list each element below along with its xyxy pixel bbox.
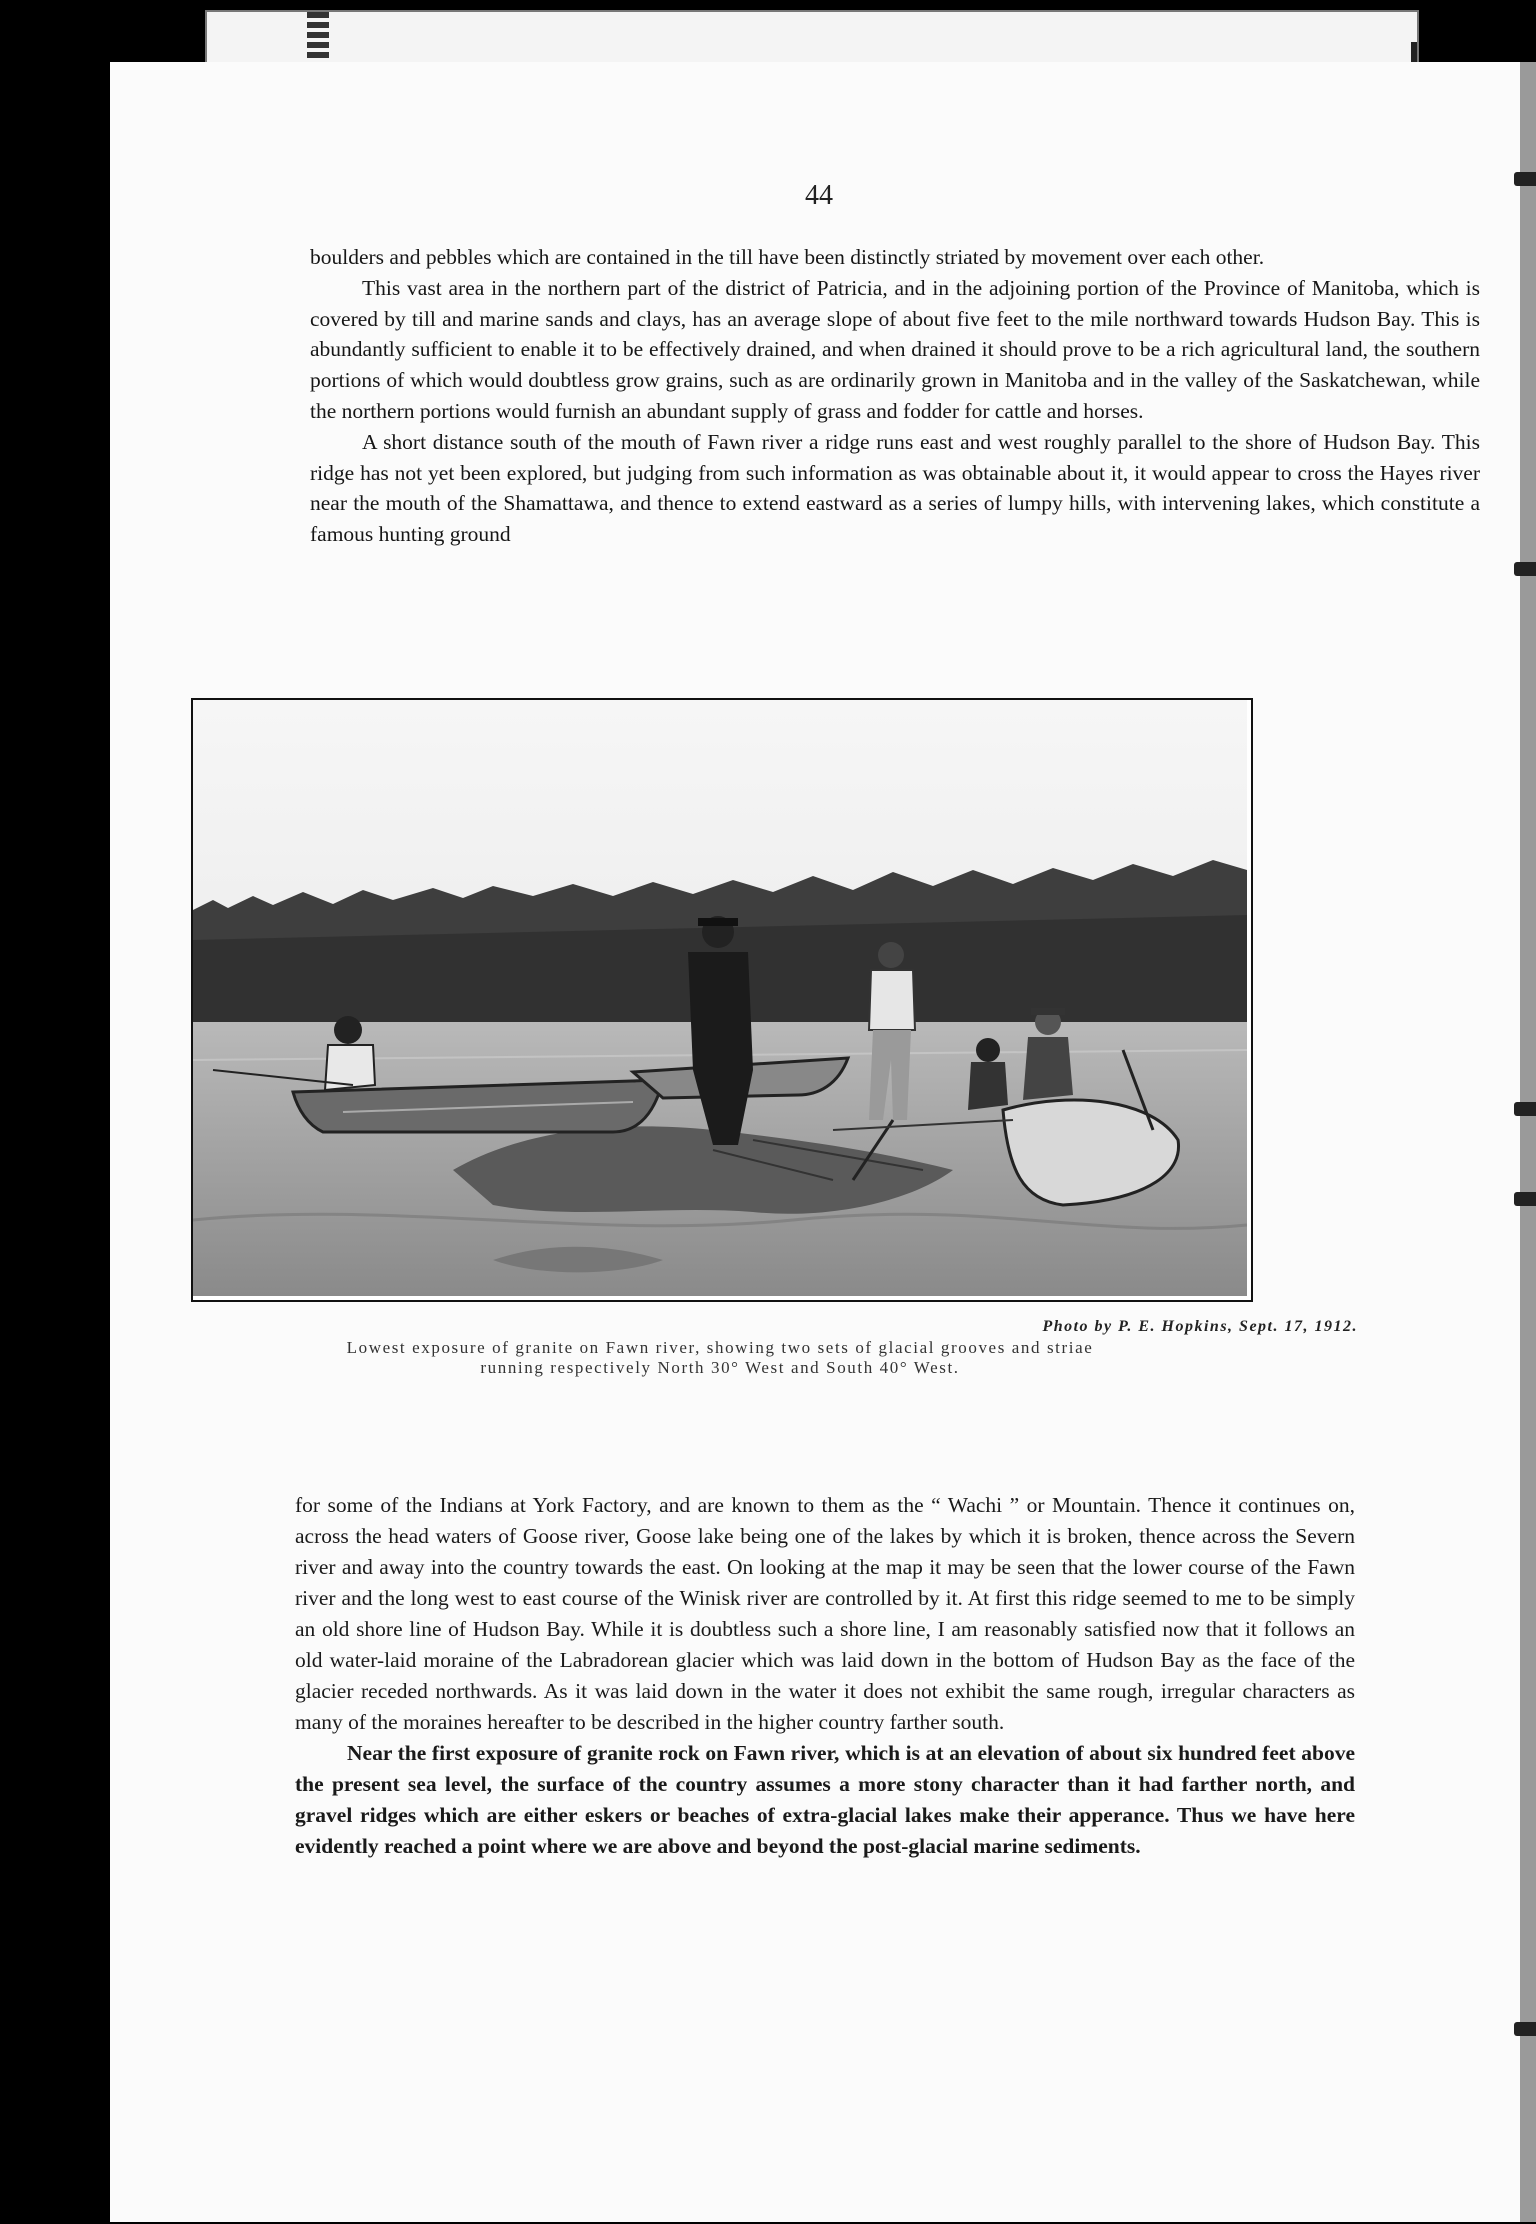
photo-fawn-river-granite — [193, 700, 1247, 1296]
paragraph: for some of the Indians at York Factory, and are known to them as the “ Wachi ” or Mountain. Thence it continues on, across the head waters of Goose river, Goose lake being one of the lakes by which it is broken, thence across the Severn river and away into the country towards the east. On looking at the map it may be seen that the lower course of the Fawn river and the long west to east course of the Winisk river are controlled by it. At first this ridge seemed to me to be simply an old shore line of Hudson Bay. While it is doubtless such a shore line, I am reasonably satisfied now that it follows an old water-laid moraine of the Labradorean glacier which was laid down in the bottom of Hudson Bay as the face of the glacier receded northwards. As it was laid down in the water it does not exhibit the same rough, irregular characters as many of the moraines hereafter to be described in the higher country farther south. — [295, 1493, 1355, 1734]
photograph — [191, 698, 1253, 1302]
paragraph: Near the first exposure of granite rock on Fawn river, which is at an elevation of about six hundred feet above the present sea level, the surface of the country assumes a more stony character than it had farther north, and gravel ridges which are either eskers or beaches of extra-glacial lakes make their apperance. Thus we have here evidently reached a point where we are above and beyond the post-glacial marine sediments. — [295, 1741, 1355, 1858]
binder-clip — [1514, 2022, 1536, 2036]
page-right-edge — [1520, 62, 1536, 2222]
binder-clip — [1514, 1102, 1536, 1116]
paragraph: A short distance south of the mouth of Fawn river a ridge runs east and west roughly parallel to the shore of Hudson Bay. This ridge has not yet been explored, but judging from such information as was obtainable about it, it would appear to cross the Hayes river near the mouth of the Shamattawa, and thence to extend eastward as a series of lumpy hills, with intervening lakes, which constitute a famous hunting ground — [310, 429, 1480, 547]
paragraph: boulders and pebbles which are contained in the till have been distinctly striated by movement over each other. — [310, 245, 1265, 269]
upper-text — [310, 242, 1480, 550]
photo-caption — [180, 1338, 1260, 1378]
caption-line: Lowest exposure of granite on Fawn river, showing two sets of glacial grooves and striae — [346, 1338, 1094, 1357]
binder-clip — [1514, 562, 1536, 576]
paragraph: This vast area in the northern part of the district of Patricia, and in the adjoining portion of the Province of Manitoba, which is covered by till and marine sands and clays, has an average slope of about five feet to the mile northward towards Hudson Bay. This is abundantly sufficient to enable it to be effectively drained, and when drained it should prove to be a rich agricultural land, the southern portions of which would doubtless grow grains, such as are ordinarily grown in Manitoba and in the valley of the Saskatchewan, while the northern portions would furnish an abundant supply of grass and fodder for cattle and horses. — [310, 275, 1480, 423]
page-number: 44 — [805, 180, 833, 211]
caption-line: running respectively North 30° West and South 40° West. — [480, 1358, 960, 1377]
photo-credit: Photo by P. E. Hopkins, Sept. 17, 1912. — [1042, 1318, 1358, 1335]
binder-clip — [1514, 1192, 1536, 1206]
lower-text — [295, 1490, 1355, 1862]
